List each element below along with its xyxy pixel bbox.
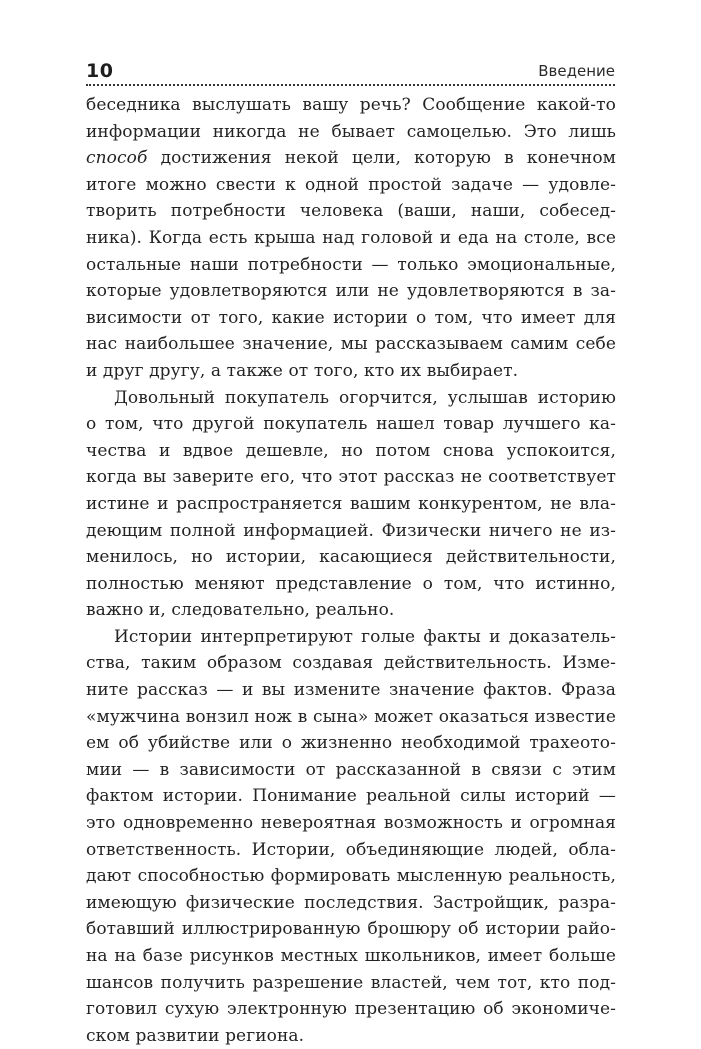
text-line: остальные наши потребности — только эмоциональные, [86,254,616,275]
text-line: итоге можно свести к одной простой задаче — удовле- [86,174,616,195]
text-line: нас наибольшее значение, мы рассказываем самим себе [86,334,616,355]
text-line: готовил сухую электронную презентацию об экономиче- [86,999,616,1020]
running-header [86,58,615,82]
page-number: 10 [86,60,114,82]
text-line: висимости от того, какие истории о том, что имеет для [86,307,616,328]
text-line: истине и распространяется вашим конкурентом, не вла- [86,493,616,514]
text-line: ем об убийстве или о жизненно необходимой трахеото- [86,733,616,754]
text-line: Истории интерпретируют голые факты и доказатель- [114,626,616,647]
text-line: творить потребности человека (ваши, наши, собесед- [86,201,616,222]
text-line: полностью меняют представление о том, что истинно, [86,573,616,594]
text-line: ском развитии региона. [86,1025,305,1046]
paragraph-2 [86,385,616,624]
paragraph-1 [86,92,616,385]
text-line: беседника выслушать вашу речь? Сообщение какой-то [86,95,616,115]
text-line: дают способностью формировать мысленную реальность, [86,866,616,887]
text-line: ботавший иллюстрированную брошюру об истории райо- [86,919,616,940]
text-line: ответственность. Истории, объединяющие людей, обла- [86,839,616,860]
text-line: фактом истории. Понимание реальной силы историй — [86,786,616,807]
text-line: это одновременно невероятная возможность и огромная [86,813,616,834]
text-line [86,145,616,172]
text-line: которые удовлетворяются или не удовлетворяются в за- [86,281,616,302]
text-line: шансов получить разрешение властей, чем тот, кто под- [86,972,616,993]
text-line: о том, что другой покупатель нашел товар лучшего ка- [86,414,616,435]
text-line: мии — в зависимости от рассказанной в связи с этим [86,759,616,780]
header-dotted-rule [86,84,615,86]
paragraph-3 [86,624,616,1049]
text-line: на на базе рисунков местных школьников, имеет больше [86,946,616,966]
section-title: Введение [538,62,615,80]
text-line: имеющую физические последствия. Застройщик, разра- [86,892,616,913]
text-line: чества и вдвое дешевле, но потом снова успокоится, [86,440,616,461]
text-line: когда вы заверите его, что этот рассказ не соответствует [86,467,616,488]
text-line: менилось, но истории, касающиеся действительности, [86,547,616,568]
body-text [86,92,616,1049]
text-line: «мужчина вонзил нож в сына» может оказаться известие [86,706,616,727]
text-line: ните рассказ — и вы измените значение фактов. Фраза [86,680,616,701]
text-line: важно и, следовательно, реально. [86,600,395,621]
italic-word: способ [86,148,148,169]
text-line: деющим полной информацией. Физически ничего не из- [86,520,616,541]
text-line: ства, таким образом создавая действительность. Изме- [86,653,616,674]
text-line: и друг другу, а также от того, кто их выбирает. [86,360,519,381]
text-line: Довольный покупатель огорчится, услышав историю [114,387,616,408]
text-line: информации никогда не бывает самоцелью. Это лишь [86,121,616,142]
text-line-rest: достижения некой цели, которую в конечном [147,148,616,169]
text-line: ника). Когда есть крыша над головой и еда на столе, все [86,227,616,248]
